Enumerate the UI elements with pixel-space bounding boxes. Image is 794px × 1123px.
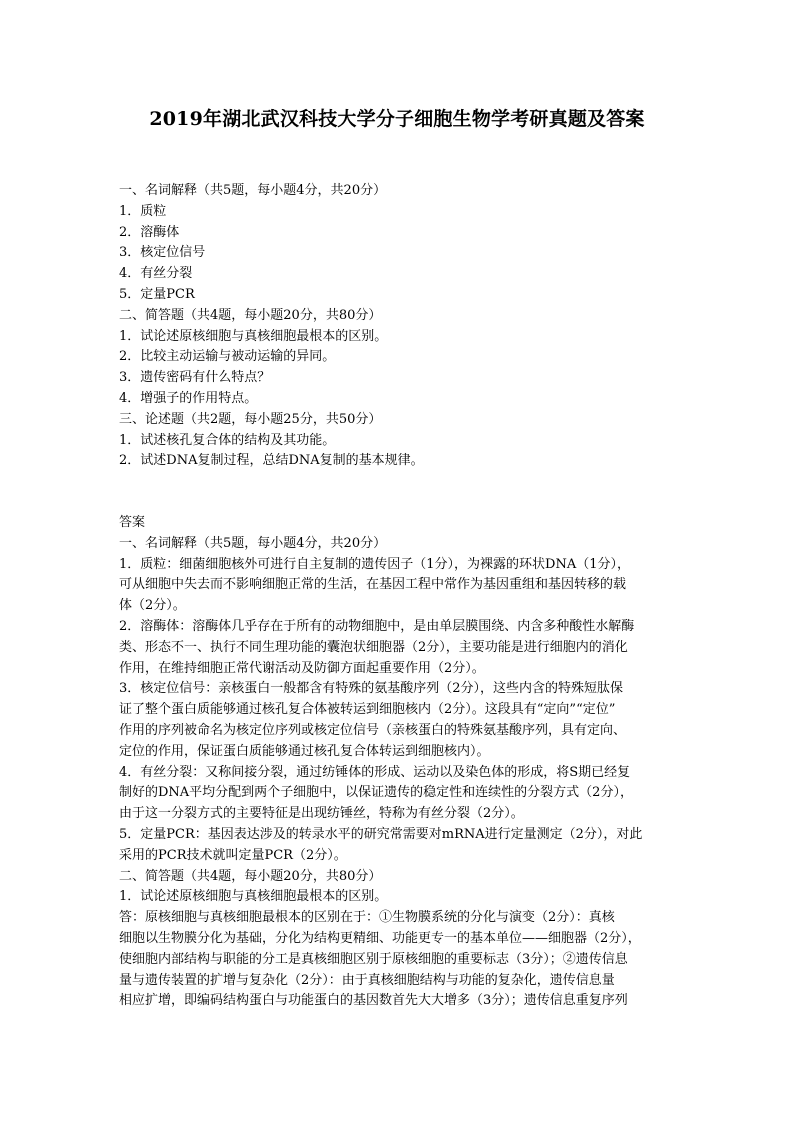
answer-line: 一、名词解释（共5题，每小题4分，共20分） (119, 535, 387, 551)
question-line: 4．有丝分裂 (119, 266, 193, 282)
answer-line: 证了整个蛋白质能够通过核孔复合体被转运到细胞核内（2分）。这段具有“定向”“定位” (119, 702, 616, 718)
answer-line: 使细胞内部结构与职能的分工是真核细胞区别于原核细胞的重要标志（3分）；②遗传信息 (119, 951, 628, 967)
question-line: 2．溶酶体 (119, 224, 180, 240)
question-line: 2．比较主动运输与被动运输的异同。 (119, 349, 336, 365)
answer-line: 4．有丝分裂：又称间接分裂，通过纺锤体的形成、运动以及染色体的形成，将S期已经复 (119, 764, 631, 780)
answer-line: 作用，在维持细胞正常代谢活动及防御方面起重要作用（2分）。 (119, 660, 485, 676)
answers-heading: 答案 (119, 515, 146, 530)
answer-line: 体（2分）。 (119, 598, 186, 614)
answer-line: 二、简答题（共4题，每小题20分，共80分） (119, 868, 382, 884)
question-line: 5．定量PCR (119, 286, 195, 302)
answer-line: 可从细胞中失去而不影响细胞正常的生活，在基因工程中常作为基因重组和基因转移的载 (119, 577, 627, 593)
answer-line: 5．定量PCR：基因表达涉及的转录水平的研究常需要对mRNA进行定量测定（2分），对此 (119, 826, 643, 842)
answer-line: 定位的作用，保证蛋白质能够通过核孔复合体转运到细胞核内）。 (119, 743, 490, 759)
answer-line: 类、形态不一、执行不同生理功能的囊泡状细胞器（2分），主要功能是进行细胞内的消化 (119, 639, 628, 655)
questions-section (119, 181, 679, 472)
answer-line: 采用的PCR技术就叫定量PCR（2分）。 (119, 847, 347, 863)
question-line: 1．试述核孔复合体的结构及其功能。 (119, 432, 336, 448)
answer-line: 相应扩增，即编码结构蛋白与功能蛋白的基因数首先大大增多（3分）；遗传信息重复序列 (119, 993, 628, 1009)
answer-line: 1．试论述原核细胞与真核细胞最根本的区别。 (119, 889, 388, 905)
answer-line: 作用的序列被命名为核定位序列或核定位信号（亲核蛋白的特殊氨基酸序列，具有定向、 (119, 722, 627, 738)
answer-line: 细胞以生物膜分化为基础，分化为结构更精细、功能更专一的基本单位——细胞器（2分）， (119, 930, 641, 946)
question-line: 3．核定位信号 (119, 245, 206, 261)
answer-line: 由于这一分裂方式的主要特征是出现纺锤丝，特称为有丝分裂（2分）。 (119, 806, 524, 822)
question-line: 1．质粒 (119, 203, 167, 219)
answer-line: 量与遗传装置的扩增与复杂化（2分）：由于真核细胞结构与功能的复杂化，遗传信息量 (119, 972, 615, 988)
answers-section (119, 513, 679, 1012)
answer-line: 2．溶酶体：溶酶体几乎存在于所有的动物细胞中，是由单层膜围绕、内含多种酸性水解酶 (119, 618, 635, 634)
question-line: 1．试论述原核细胞与真核细胞最根本的区别。 (119, 328, 388, 344)
question-line: 2．试述DNA复制过程，总结DNA复制的基本规律。 (119, 453, 424, 469)
answer-line: 3．核定位信号：亲核蛋白一般都含有特殊的氨基酸序列（2分），这些内含的特殊短肽保 (119, 681, 624, 697)
question-line: 二、简答题（共4题，每小题20分，共80分） (119, 307, 382, 323)
document-title: 2019年湖北武汉科技大学分子细胞生物学考研真题及答案 (149, 108, 645, 130)
answer-line: 答：原核细胞与真核细胞最根本的区别在于：①生物膜系统的分化与演变（2分）：真核 (119, 910, 615, 926)
answer-line: 1．质粒：细菌细胞核外可进行自主复制的遗传因子（1分），为裸露的环状DNA（1分）， (119, 556, 630, 572)
question-line: 4．增强子的作用特点。 (119, 390, 258, 406)
question-line: 三、论述题（共2题，每小题25分，共50分） (119, 411, 382, 427)
question-line: 3．遗传密码有什么特点？ (119, 370, 271, 386)
question-line: 一、名词解释（共5题，每小题4分，共20分） (119, 183, 387, 198)
answer-line: 制好的DNA平均分配到两个子细胞中，以保证遗传的稳定性和连续性的分裂方式（2分）， (119, 785, 633, 801)
